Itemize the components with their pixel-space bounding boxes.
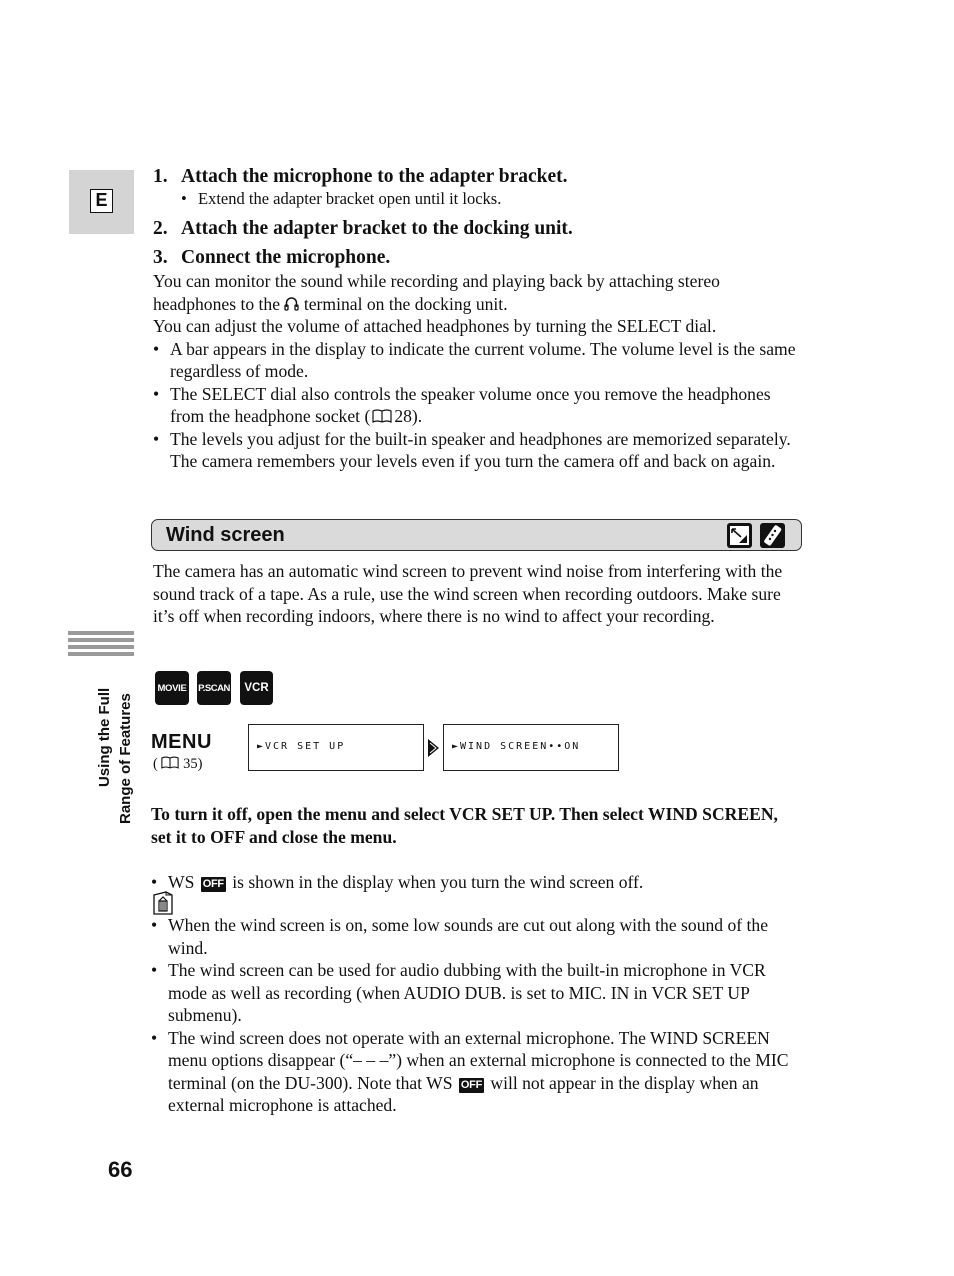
headphone-text-2: terminal on the docking unit. bbox=[303, 293, 508, 314]
headphone-paragraph bbox=[153, 270, 801, 315]
vcr-mode-badge: VCR bbox=[240, 671, 273, 705]
bullet-text: will not appear in the display when an external microphone is attached. bbox=[168, 1072, 759, 1115]
bullet-text: is shown in the display when you turn the wind screen off. bbox=[232, 871, 644, 892]
remote-control-icon bbox=[760, 523, 785, 548]
page-reference: 28). bbox=[394, 406, 423, 426]
step-number: 1. bbox=[153, 166, 168, 187]
step-number: 3. bbox=[153, 247, 168, 268]
ws-off-bullet bbox=[151, 871, 818, 894]
menu-screen-text: ►VCR SET UP bbox=[257, 741, 346, 752]
step-title: Attach the adapter bracket to the docking unit. bbox=[181, 218, 573, 239]
menu-screen-text: ►WIND SCREEN••ON bbox=[452, 741, 581, 752]
section-title: Wind screen bbox=[166, 524, 285, 546]
step-title: Connect the microphone. bbox=[181, 247, 391, 268]
menu-page-reference bbox=[153, 756, 202, 773]
bullet-text: The levels you adjust for the built-in speaker and headphones are memorized separately. The camera remembers your levels even if you turn the camera off and back on again. bbox=[170, 428, 791, 471]
ref-open: ( bbox=[153, 756, 158, 772]
step-3 bbox=[153, 247, 390, 269]
book-reference-icon bbox=[372, 409, 392, 423]
pscan-mode-badge: P.SCAN bbox=[197, 671, 231, 705]
step-title: Attach the microphone to the adapter bracket. bbox=[181, 166, 568, 187]
side-tab-line-2: Range of Features bbox=[117, 693, 134, 824]
bullet-text: A bar appears in the display to indicate the current volume. The volume level is the same regardless of mode. bbox=[170, 338, 796, 381]
notes-list bbox=[151, 914, 801, 1117]
step-2 bbox=[153, 218, 573, 240]
menu-screen-wind-screen bbox=[443, 724, 619, 771]
headphones-icon bbox=[284, 295, 299, 312]
camera-mode-icon bbox=[727, 523, 752, 548]
language-tab bbox=[69, 170, 134, 234]
volume-bullet-1 bbox=[153, 338, 801, 383]
note-bullet-3 bbox=[151, 1027, 801, 1117]
next-arrow-icon bbox=[427, 738, 441, 763]
step-1-bullet-text: Extend the adapter bracket open until it locks. bbox=[198, 189, 502, 208]
language-tab-label: E bbox=[90, 189, 113, 213]
note-bullet-2 bbox=[151, 959, 801, 1027]
volume-bullet-3 bbox=[153, 428, 801, 473]
menu-screen-vcr-setup bbox=[248, 724, 424, 771]
menu-label: MENU bbox=[151, 731, 212, 753]
bullet-text: When the wind screen is on, some low sounds are cut out along with the sound of the wind. bbox=[168, 915, 769, 958]
note-bullet-1 bbox=[151, 914, 801, 959]
off-indicator-icon: OFF bbox=[202, 877, 224, 890]
movie-mode-badge: MOVIE bbox=[155, 671, 189, 705]
page-number: 66 bbox=[108, 1157, 133, 1182]
bullet-text: The wind screen can be used for audio dubbing with the built-in microphone in VCR mode as well as recording (when AUDIO DUB. is set to MIC. IN in VCR SET UP submenu). bbox=[168, 960, 766, 1025]
turn-off-instruction: To turn it off, open the menu and select VCR SET UP. Then select WIND SCREEN, set it to OFF and close the menu. bbox=[151, 804, 778, 847]
side-tab-line-1: Using the Full bbox=[96, 687, 113, 787]
bullet-text: The wind screen does not operate with an external microphone. The WIND SCREEN menu options disappear (“– – –”) when an external microphone is connected to the MIC terminal (on the DU-300). Note that WS bbox=[168, 1027, 789, 1093]
headphone-text-1: You can monitor the sound while recording and playing back by attaching stereo headphones to the bbox=[153, 271, 720, 314]
ws-label: WS bbox=[168, 871, 195, 892]
volume-bullet-2 bbox=[153, 383, 801, 428]
volume-paragraph: You can adjust the volume of attached headphones by turning the SELECT dial. bbox=[153, 316, 717, 336]
book-reference-icon bbox=[161, 756, 179, 769]
step-1-bullet bbox=[181, 188, 798, 211]
step-number: 2. bbox=[153, 218, 168, 239]
side-tab-label bbox=[80, 663, 140, 828]
side-tab-lines bbox=[68, 631, 134, 659]
step-1 bbox=[153, 166, 568, 188]
off-indicator-icon: OFF bbox=[460, 1078, 482, 1091]
ref-page: 35) bbox=[183, 756, 203, 772]
step-3-body bbox=[153, 270, 801, 473]
bullet-text: The SELECT dial also controls the speaker volume once you remove the headphones from the headphone socket ( bbox=[170, 383, 771, 426]
wind-screen-intro: The camera has an automatic wind screen to prevent wind noise from interfering with the sound track of a tape. As a rule, use the wind screen when recording outdoors. Make sure it’s off when recording indoors, where there is no wind to affect your recording. bbox=[153, 561, 783, 626]
section-header-bar bbox=[151, 519, 802, 551]
